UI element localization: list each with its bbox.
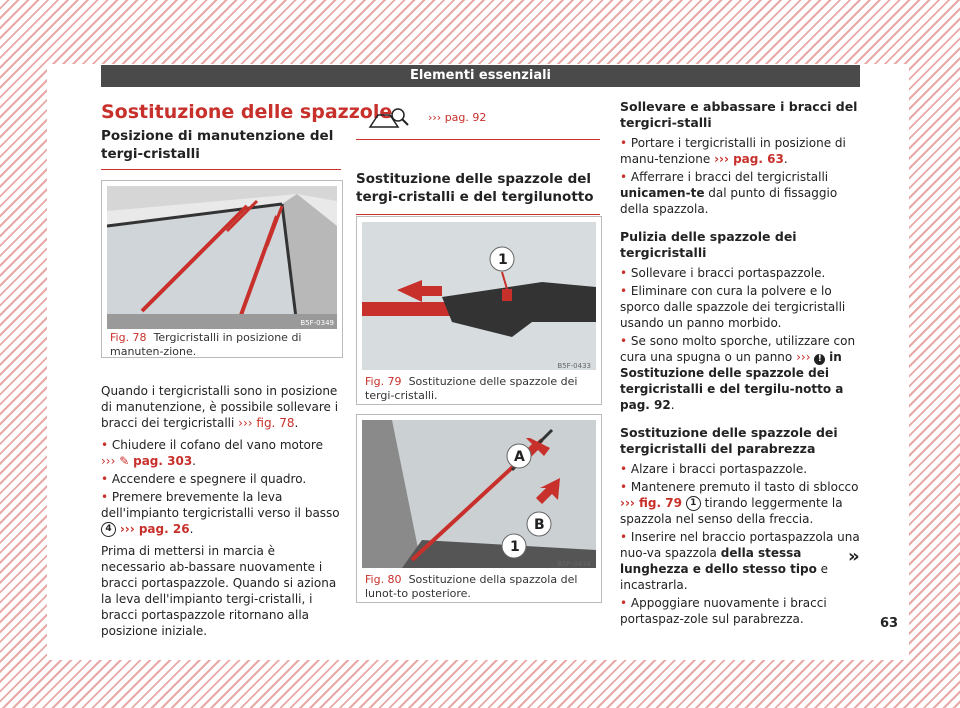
continued-marker: » <box>848 546 860 567</box>
warning-icon: ! <box>814 354 825 365</box>
figure-caption <box>365 375 593 403</box>
callout-1: 1 <box>510 539 520 555</box>
emphasis-same-type: della stessa lunghezza e dello stesso tipo <box>620 546 817 576</box>
rear-wiper-illustration <box>362 420 596 568</box>
manual-icon: ✎ <box>119 454 130 468</box>
callout-a: A <box>514 449 525 465</box>
figure-code: B5F-0349 <box>300 319 334 327</box>
warning-link[interactable]: in Sostituzione delle spazzole dei tergicristalli e del tergilu-notto a pag. 92 <box>620 350 844 412</box>
callout-1: 1 <box>686 496 701 511</box>
bullet-insert-blade-end: e incastrarla. <box>620 562 829 592</box>
figure-code: B5F-0433 <box>557 362 591 370</box>
figure-caption <box>365 573 593 601</box>
figure-caption <box>110 331 334 359</box>
heading-raise-lower: Sollevare e abbassare i bracci del tergicri-stalli <box>620 99 858 130</box>
column-3-body: Sollevare e abbassare i bracci del tergicri-stalli • Portare i tergicristalli in posizione di manu-tenzione ››› pag. 63. • Afferrare i bracci del tergicristalli unicamen-te dal punto di fissaggio della spazzola. Pulizia delle spazzole dei tergicristalli • Sollevare i bracci portaspazzole. • Eliminare con cura la polvere e lo sporco dalle spazzole dei tergicristalli usando un panno morbido. • Se sono molto sporche, utilizzare con cura una spugna o un panno ››› ! in Sostituzione delle spazzole dei tergicristalli e del tergilu-notto a pag. 92. Sostituzione delle spazzole dei tergicristalli del parabrezza • Alzare i bracci portaspazzole. • Mantenere premuto il tasto di sblocco ››› fig. 79 1 tirando leggermente la spazzola nel senso della freccia. • Inserire nel braccio portaspazzola una nuo-va spazzola della stessa lunghezza e dello stesso tipo e incastrarla. • Appoggiare nuovamente i bracci portaspaz-zole sul parabrezza. <box>620 99 860 626</box>
subsection-heading-1: Posizione di manutenzione del tergi-cristalli <box>101 127 341 170</box>
column-1-body: Quando i tergicristalli sono in posizione di manutenzione, è possibile sollevare i bracci dei tergicristalli ››› fig. 78. • Chiudere il cofano del vano motore ››› ✎ pag. 303. • Accendere e spegnere il quadro. • Premere brevemente la leva dell'impianto tergicristalli verso il basso 4 ››› pag. 26. Prima di mettersi in marcia è necessario ab-bassare nuovamente i bracci portaspazzole. Quando si aziona la leva dell'impianto tergi-cristalli, i bracci portaspazzole ritornano alla posizione iniziale. <box>101 384 340 638</box>
bullet-raise-arms: Alzare i bracci portaspazzole. <box>630 462 808 476</box>
figure-caption-text: Sostituzione delle spazzole dei tergi-cristalli. <box>365 375 578 402</box>
intro-text: Quando i tergicristalli sono in posizione di manutenzione, è possibile sollevare i bracci dei tergicristalli <box>101 384 339 430</box>
bullet-lever: Premere brevemente la leva dell'impianto tergicristalli verso il basso <box>101 490 340 520</box>
reference-box <box>356 97 600 140</box>
manual-icon <box>368 105 412 131</box>
bullet-release-button-end: tirando leggermente la spazzola nel senso della freccia. <box>620 496 843 526</box>
figure-79 <box>356 216 602 405</box>
page-92-link[interactable]: ››› pag. 92 <box>428 111 487 124</box>
figure-78 <box>101 180 343 358</box>
figure-caption-text: Sostituzione della spazzola del lunot-to posteriore. <box>365 573 578 600</box>
page-number: 63 <box>880 616 899 631</box>
bullet-remove-dust: Eliminare con cura la polvere e lo sporco dalle spazzole dei tergicristalli usando un panno morbido. <box>620 284 846 330</box>
figure-number: Fig. 78 <box>110 331 147 344</box>
page-26-link[interactable]: ››› pag. 26 <box>119 522 190 536</box>
emphasis-only: unicamen-te <box>620 186 705 200</box>
bullet-release-button: Mantenere premuto il tasto di sblocco <box>630 480 859 494</box>
figure-80 <box>356 414 602 603</box>
heading-cleaning: Pulizia delle spazzole dei tergicristalli <box>620 229 797 260</box>
callout-b: B <box>534 517 545 533</box>
wiper-blade-removal-illustration <box>362 222 596 370</box>
ref-arrows: ››› <box>796 350 811 364</box>
bullet-grab-arms: Afferrare i bracci del tergicristalli <box>630 170 829 184</box>
figure-caption-text: Tergicristalli in posizione di manuten-zione. <box>110 331 302 358</box>
bullet-lower-arms: Appoggiare nuovamente i bracci portaspaz-zole sul parabrezza. <box>620 596 827 626</box>
page-63-link[interactable]: ››› pag. 63 <box>714 152 784 166</box>
bullet-sponge: Se sono molto sporche, utilizzare con cura una spugna o un panno <box>620 334 856 364</box>
fig-79-link[interactable]: ››› fig. 79 <box>620 496 682 510</box>
subsection-heading-2: Sostituzione delle spazzole del tergi-cristalli e del tergilunotto <box>356 170 600 215</box>
figure-code: B5F-0434 <box>557 560 591 568</box>
figure-number: Fig. 79 <box>365 375 402 388</box>
bullet-close-hood: Chiudere il cofano del vano motore <box>111 438 323 452</box>
bullet-insert-blade: Inserire nel braccio portaspazzola una nuo-va spazzola <box>620 530 860 560</box>
callout-1: 1 <box>498 252 508 268</box>
outro-text: Prima di mettersi in marcia è necessario ab-bassare nuovamente i bracci portaspazzole. Quando si aziona la leva dell'impianto tergi-cristalli, i bracci portaspazzole ritornano alla posizione iniziale. <box>101 544 337 638</box>
heading-windscreen: Sostituzione delle spazzole dei tergicristalli del parabrezza <box>620 425 838 456</box>
fig-78-link[interactable]: ››› fig. 78 <box>238 416 295 430</box>
bullet-ignition: Accendere e spegnere il quadro. <box>111 472 307 486</box>
bullet-maintenance-pos: Portare i tergicristalli in posizione di manu-tenzione <box>620 136 846 166</box>
callout-4: 4 <box>101 522 116 537</box>
page-title: Sostituzione delle spazzole <box>101 101 393 123</box>
section-header: Elementi essenziali <box>101 65 860 87</box>
wiper-maintenance-illustration <box>107 186 337 329</box>
page-303-link[interactable]: pag. 303 <box>133 454 193 468</box>
figure-number: Fig. 80 <box>365 573 402 586</box>
ref-arrows: ››› <box>101 454 120 468</box>
bullet-lift-arms: Sollevare i bracci portaspazzole. <box>630 266 826 280</box>
bullet-grab-arms-end: dal punto di fissaggio della spazzola. <box>620 186 838 216</box>
